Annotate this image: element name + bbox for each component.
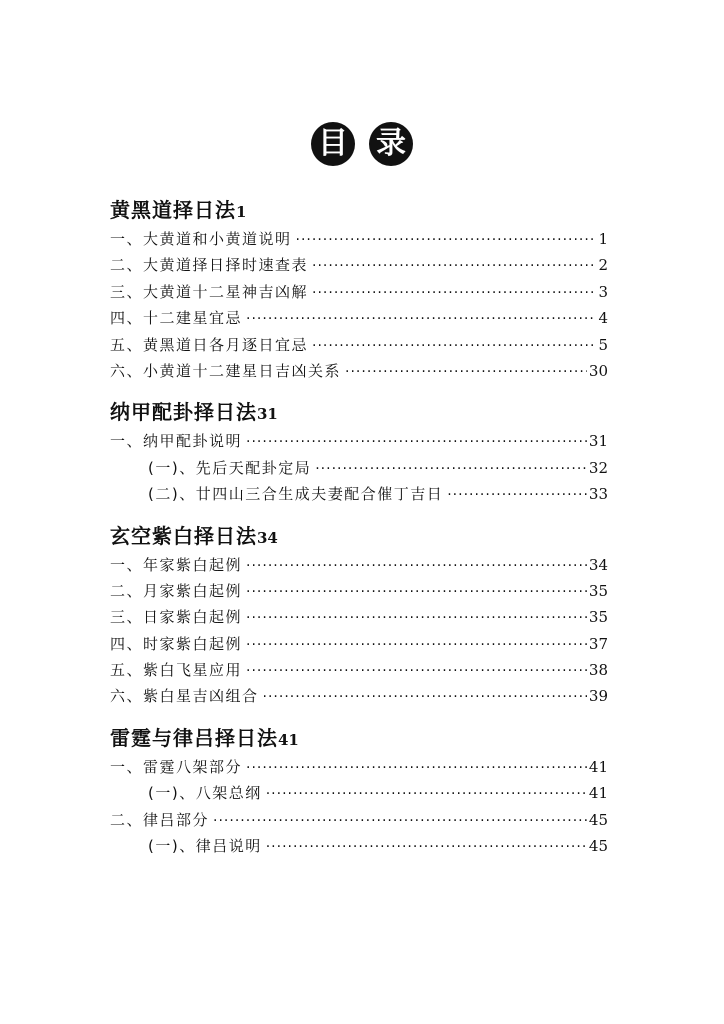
entry-title: 四、时家紫白起例 — [110, 634, 243, 653]
dot-leader — [296, 227, 597, 253]
dot-leader — [315, 456, 587, 482]
toc-entry[interactable] — [110, 754, 608, 780]
toc-subentry[interactable] — [110, 481, 608, 507]
toc-entry[interactable] — [110, 305, 608, 331]
toc-section — [110, 398, 608, 507]
dot-leader — [246, 605, 587, 631]
toc-entry[interactable] — [110, 226, 608, 252]
section-heading[interactable] — [110, 196, 608, 226]
dot-leader — [263, 684, 587, 710]
dot-leader — [246, 306, 596, 332]
dot-leader — [266, 834, 587, 860]
toc-subentry[interactable] — [110, 833, 608, 859]
entry-page-number: 34 — [588, 555, 608, 574]
toc-entry[interactable] — [110, 578, 608, 604]
dot-leader — [246, 632, 587, 658]
entry-title: 一、纳甲配卦说明 — [110, 432, 243, 451]
entry-page-number: 45 — [588, 837, 608, 856]
section-page-number: 34 — [257, 528, 278, 547]
dot-leader — [246, 755, 587, 781]
entry-title: 二、月家紫白起例 — [110, 581, 243, 600]
section-heading[interactable] — [110, 398, 608, 428]
section-page-number: 1 — [236, 203, 247, 221]
entry-page-number: 33 — [588, 485, 608, 504]
toc-section — [110, 522, 608, 710]
toc-entry[interactable] — [110, 657, 608, 683]
entry-page-number: 41 — [588, 784, 608, 803]
table-of-contents — [110, 196, 608, 873]
entry-title: (一)、八架总纲 — [148, 784, 262, 803]
dot-leader — [213, 808, 587, 834]
toc-entry[interactable] — [110, 279, 608, 305]
toc-subentry[interactable] — [110, 455, 608, 481]
section-page-number: 31 — [257, 405, 278, 424]
entry-page-number: 39 — [588, 687, 608, 706]
toc-entry[interactable] — [110, 358, 608, 384]
entry-page-number: 35 — [588, 608, 608, 627]
entry-page-number: 41 — [588, 757, 608, 776]
toc-section — [110, 196, 608, 384]
entry-title: 六、紫白星吉凶组合 — [110, 687, 259, 706]
dot-leader — [246, 658, 587, 684]
toc-entry[interactable] — [110, 683, 608, 709]
section-heading-text: 雷霆与律吕择日法 — [110, 725, 278, 750]
entry-page-number: 38 — [588, 661, 608, 680]
title-char: 目 — [311, 122, 355, 166]
entry-page-number: 32 — [588, 458, 608, 477]
entry-title: 四、十二建星宜忌 — [110, 309, 243, 328]
entry-page-number: 1 — [598, 230, 608, 248]
entry-page-number: 31 — [588, 432, 608, 451]
entry-title: 五、紫白飞星应用 — [110, 661, 243, 680]
section-page-number: 41 — [278, 730, 299, 749]
toc-entry[interactable] — [110, 604, 608, 630]
dot-leader — [266, 781, 587, 807]
entry-title: (二)、廿四山三合生成夫妻配合催丁吉日 — [148, 485, 444, 504]
dot-leader — [246, 553, 587, 579]
entry-page-number: 35 — [588, 581, 608, 600]
toc-entry[interactable] — [110, 252, 608, 278]
toc-subentry[interactable] — [110, 780, 608, 806]
entry-page-number: 45 — [588, 810, 608, 829]
entry-page-number: 4 — [598, 309, 608, 328]
title-char: 录 — [369, 122, 413, 166]
entry-title: (一)、律吕说明 — [148, 837, 262, 856]
entry-title: 一、年家紫白起例 — [110, 555, 243, 574]
section-heading-text: 黄黑道择日法 — [110, 198, 236, 222]
toc-entry[interactable] — [110, 332, 608, 358]
entry-title: 六、小黄道十二建星日吉凶关系 — [110, 361, 342, 380]
entry-page-number: 5 — [598, 335, 608, 354]
entry-title: 一、大黄道和小黄道说明 — [110, 230, 292, 248]
entry-page-number: 3 — [598, 282, 608, 301]
section-heading-text: 纳甲配卦择日法 — [110, 400, 257, 425]
toc-entry[interactable] — [110, 552, 608, 578]
dot-leader — [246, 429, 587, 455]
section-heading[interactable] — [110, 724, 608, 754]
toc-section — [110, 724, 608, 860]
entry-title: 二、律吕部分 — [110, 810, 210, 829]
entry-page-number: 30 — [588, 361, 608, 380]
entry-page-number: 2 — [598, 256, 608, 275]
entry-title: 三、大黄道十二星神吉凶解 — [110, 282, 309, 301]
section-heading-text: 玄空紫白择日法 — [110, 523, 257, 548]
toc-entry[interactable] — [110, 807, 608, 833]
dot-leader — [345, 359, 587, 385]
dot-leader — [246, 579, 587, 605]
entry-title: 五、黄黑道日各月逐日宜忌 — [110, 335, 309, 354]
entry-title: 三、日家紫白起例 — [110, 608, 243, 627]
entry-title: (一)、先后天配卦定局 — [148, 458, 312, 477]
toc-entry[interactable] — [110, 631, 608, 657]
entry-page-number: 37 — [588, 634, 608, 653]
page-title — [0, 122, 724, 166]
dot-leader — [312, 333, 596, 359]
toc-entry[interactable] — [110, 428, 608, 454]
entry-title: 二、大黄道择日择时速查表 — [110, 256, 309, 275]
dot-leader — [312, 280, 596, 306]
dot-leader — [312, 253, 596, 279]
section-heading[interactable] — [110, 522, 608, 552]
dot-leader — [447, 482, 587, 508]
entry-title: 一、雷霆八架部分 — [110, 757, 243, 776]
